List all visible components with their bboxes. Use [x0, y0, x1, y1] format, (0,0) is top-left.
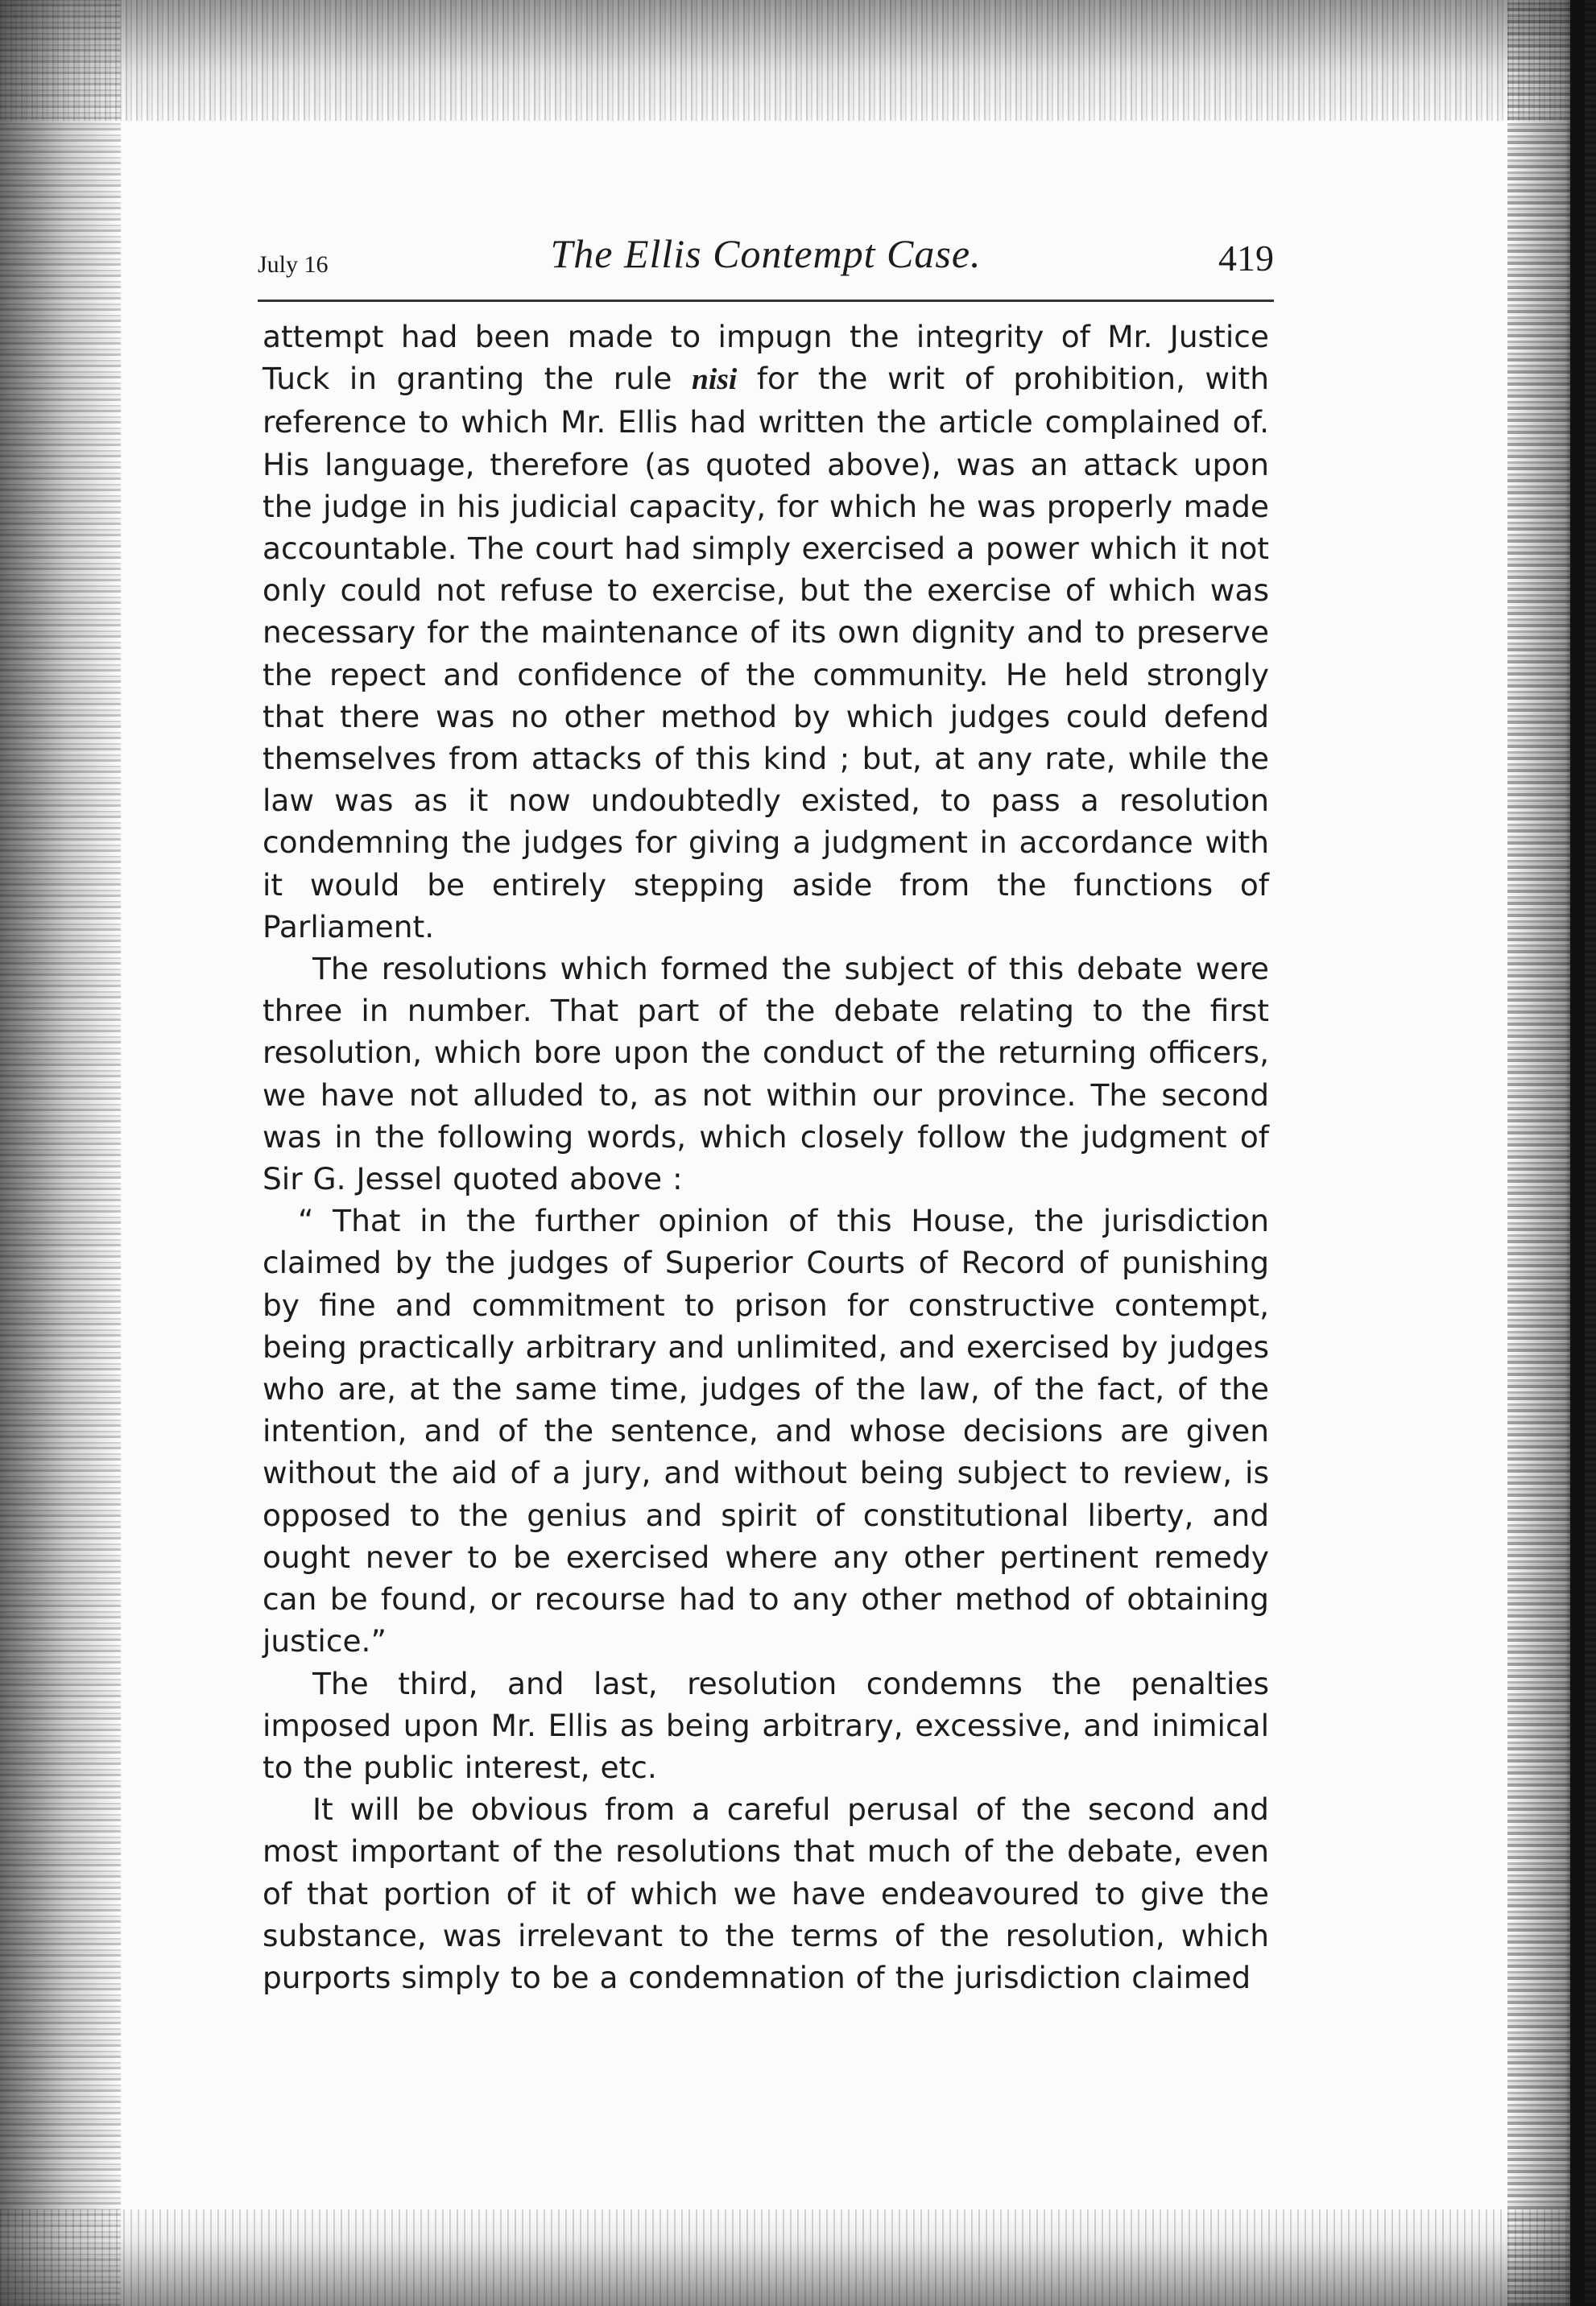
quoted-resolution: “ That in the further opinion of this House, the jurisdiction claimed by the judges of Superior Courts of Record of punishing by fine and commitment to prison for constructive contempt, being practically arbitrary and unlimited, and exercised by judges who are, at the same time, judges of the law, of the fact, of the intention, and of the sentence, and whose decisions are given without the aid of a jury, and without being subject to review, is opposed to the genius and spirit of constitutional liberty, and ought never to be exercised where any other pertinent remedy can be found, or recourse had to any other method of obtaining justice.” — [263, 1203, 1269, 1659]
paragraph-third-resolution: The third, and last, resolution condemns the penalties imposed upon Mr. Ellis as being arbitrary, excessive, and inimical to the public interest, etc. — [263, 1665, 1269, 1785]
paragraph-conclusion: It will be obvious from a careful perusal of the second and most important of the resolutions that much of the debate, even of that portion of it of which we have endeavoured to give the substance, was irrelevant to the terms of the resolution, which purports simply to be a condemnation of the jurisdiction claimed — [263, 1791, 1269, 1995]
paragraph-resolutions: The resolutions which formed the subject of this debate were three in number. That part of the debate relating to the first resolution, which bore upon the conduct of the returning officers, we have not alluded to, as not within our province. The second was in the following words, which closely follow the judgment of Sir G. Jessel quoted above : — [263, 951, 1269, 1197]
scan-shadow-top — [0, 0, 1596, 121]
body-text — [263, 316, 1269, 1998]
scan-shadow-left — [0, 0, 121, 2306]
running-head-title: The Ellis Contempt Case. — [550, 231, 982, 276]
scan-shadow-bottom — [0, 2209, 1596, 2306]
paragraph-text: for the writ of prohibition, with reference to which Mr. Ellis had written the article complained of. His language, therefore (as quoted above), was an attack upon the judge in his judicial capacity, for which he was properly made accountable. The court had simply exercised a power which it not only could not refuse to exercise, but the exercise of which was necessary for the maintenance of its own dignity and to preserve the repect and confidence of the community. He held strongly that there was no other method by which judges could defend themselves from attacks of this kind ; but, at any rate, while the law was as it now undoubtedly existed, to pass a resolution condemning the judges for giving a judgment in accordance with it would be entirely stepping aside from the functions of Parliament. — [263, 361, 1269, 944]
running-head-date: July 16 — [258, 251, 329, 278]
italic-term-nisi: nisi — [692, 363, 738, 397]
book-spine-edge — [1570, 0, 1585, 2306]
paragraph-continuation — [263, 316, 1269, 948]
running-head — [258, 227, 1274, 283]
paragraph-text: attempt had been made to impugn the integrity of Mr. Justice Tuck in granting the rule — [263, 319, 1269, 397]
page-number: 419 — [1218, 238, 1274, 279]
header-rule — [258, 300, 1274, 302]
